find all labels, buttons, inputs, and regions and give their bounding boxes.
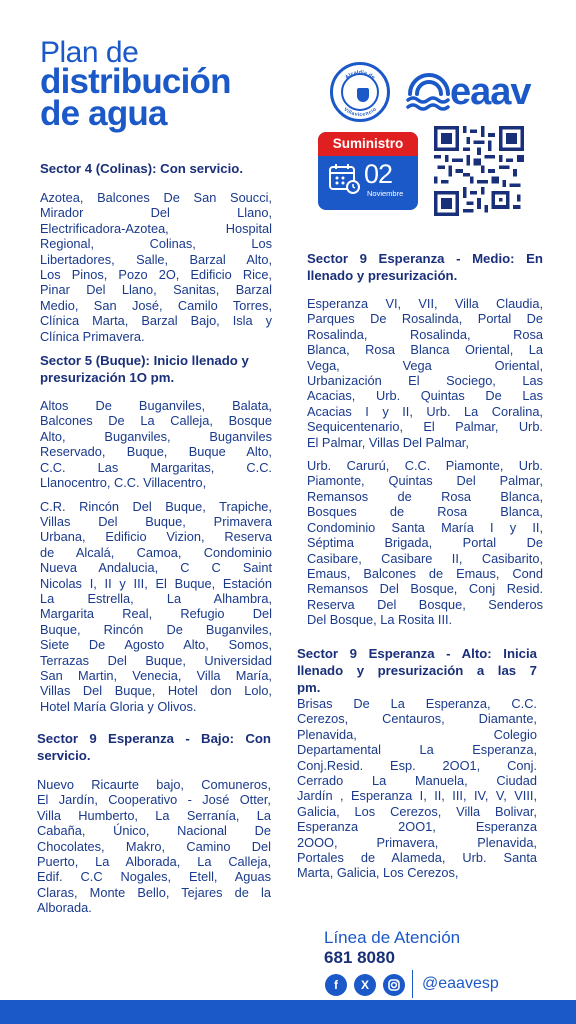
seal-inner-ring [341, 73, 379, 111]
sector-4-line: Los Pinos, Pozo 2O, Edificio Rice, [40, 267, 272, 283]
attention-line-label: Línea de Atención [324, 928, 461, 947]
sector-9-bajo-line: Villa Humberto, La Serranía, La [37, 807, 271, 823]
sector-4-line: Clínica Marta, Barzal Bajo, Isla y [40, 313, 272, 329]
sector-9-alto-line: Conj.Resid. Esp. 2OO1, Conj. [297, 757, 537, 773]
sector-5-line: Alto, Buganviles, Buganviles [40, 428, 272, 444]
sector-9-medio-line: Acacias, Urb. Quintas De Las [307, 388, 543, 404]
sector-9-medio-line: Sequicentenario, El Palmar, Urb. [307, 419, 543, 435]
left-column [40, 160, 272, 714]
footer-bar [0, 1000, 576, 1024]
eaav-wave-icon [406, 72, 452, 112]
sector-9-bajo-line: Alborada. [37, 900, 92, 916]
sector-9-alto-line: 2OOO, Primavera, Plenavida, [297, 834, 537, 850]
sector-9-bajo-line: Claras, Monte Bello, Tejares de la [37, 884, 271, 900]
sector-5-body [40, 398, 272, 490]
sector-5-line: Margarita Real, Refugio Del [40, 606, 272, 622]
sector-9-medio-line: Casibare, Casibare II, Casibarito, [307, 550, 543, 566]
sector-9-medio-line: Vega, Vega Oriental, [307, 357, 543, 373]
sector-5-line: C.R. Rincón Del Buque, Trapiche, [40, 498, 272, 514]
footer-divider [412, 970, 413, 998]
sector-4-heading-line: Sector 4 (Colinas): Con servicio. [40, 161, 243, 176]
sector-9-medio-line: Remansos de Rosa Blanca, [307, 488, 543, 504]
sector-9-alto-line: Brisas De La Esperanza, C.C. [297, 696, 537, 711]
sector-9-bajo-body [37, 777, 271, 916]
sector-9-medio-line: Acacias I y II, Urb. La Coralina, [307, 403, 543, 419]
sector-5-line: Hotel María Gloria y Olivos. [40, 698, 197, 714]
sector-9-alto-body [297, 696, 537, 881]
sector-9-bajo-heading [37, 730, 271, 764]
sector-9-bajo-line: Cabaña, Único, Nacional De [37, 823, 271, 839]
sector-9-medio-body [307, 296, 543, 450]
sector-5-line: Buque, Rincón De Buganviles, [40, 621, 272, 637]
sector-9-medio-line: Emaus, Balcones de Emaus, Cond [307, 565, 543, 581]
sector-9-bajo-line: Edif. C.C Nogales, Etell, Aguas [37, 869, 271, 885]
sector-4-line: Azotea, Balcones De San Soucci, [40, 190, 272, 205]
sector-5-line: Villas Del Buque, Primavera [40, 513, 272, 529]
sector-9-alto-line: Departamental La Esperanza, [297, 742, 537, 758]
sector-9-alto-line: Portales de Alameda, Urb. Santa [297, 850, 537, 866]
sector-9-medio-body-continued [307, 458, 543, 627]
sector-9-medio-line: Séptima Brigada, Portal De [307, 535, 543, 551]
sector-9-alto-heading [297, 645, 537, 696]
sector-4-line: Libertadores, Salle, Barzal Alto, [40, 251, 272, 267]
sector-9-medio-line: Piamonte, Quintas Del Palmar, [307, 473, 543, 489]
sector-9-bajo-line: El Jardín, Cooperativo - José Otter, [37, 792, 271, 808]
alcaldia-seal-logo [330, 62, 390, 122]
sector-9-alto-heading-line: Sector 9 Esperanza - Alto: Inicia [297, 646, 537, 661]
sector-9-bajo-line: Puerto, La Alborada, La Calleja, [37, 854, 271, 870]
sector-9-bajo-line: Chocolates, Makro, Camino Del [37, 838, 271, 854]
sector-9-alto-line: Marta, Galicia, Los Cerezos, [297, 865, 459, 881]
sector-5-heading-line: presurización 1O pm. [40, 370, 175, 386]
eaav-logo-text: eaav [450, 71, 531, 113]
sector-9-bajo-line: Nuevo Ricaurte bajo, Comuneros, [37, 777, 271, 792]
sector-9-medio-line: Rosalinda, Rosalinda, Rosa [307, 326, 543, 342]
sector-9-alto-line: Cerezos, Centauros, Diamante, [297, 711, 537, 727]
sector-9-alto [297, 645, 537, 881]
qr-code[interactable] [434, 126, 524, 216]
sector-4-line: Regional, Colinas, Los [40, 236, 272, 252]
sector-9-alto-line: Esperanza 2OO1, Esperanza [297, 819, 537, 835]
sector-4-line: Mirador Del Llano, [40, 205, 272, 221]
sector-5-line: Nicolas I, II y III, El Buque, Estación [40, 575, 272, 591]
sector-5-line: Llanocentro, C.C. Villacentro, [40, 475, 207, 491]
sector-9-medio-line: Del Bosque, La Rosita III. [307, 612, 453, 628]
sector-9-medio-line: Urb. Carurú, C.C. Piamonte, Urb. [307, 458, 543, 474]
sector-5-line: Reservado, Buque, Buque Alto, [40, 444, 272, 460]
calendar-label: Suministro [318, 132, 418, 156]
sector-9-medio-heading [307, 250, 543, 284]
sector-5-line: Nueva Andalucia, C C Saint [40, 560, 272, 576]
sector-9-medio-line: El Palmar, Villas Del Palmar, [307, 434, 469, 450]
shield-icon [357, 88, 369, 102]
sector-9-alto-line: Galicia, Los Cerezos, Villa Bolivar, [297, 803, 537, 819]
sector-4-line: Clínica Primavera. [40, 328, 145, 344]
social-handle[interactable]: @eaavesp [422, 975, 499, 992]
sector-4-line: Medio, San José, Camilo Torres, [40, 297, 272, 313]
sector-5-line: Urbana, Edificio Vizion, Reserva [40, 529, 272, 545]
sector-4-heading [40, 160, 272, 177]
sector-5-line: Altos De Buganviles, Balata, [40, 398, 272, 414]
sector-9-bajo-heading-line: servicio. [37, 748, 91, 763]
sector-5-line: La Estrella, La Alhambra, [40, 590, 272, 606]
attention-phone[interactable]: 681 8080 [324, 948, 395, 967]
title-line1: Plan de [40, 36, 139, 69]
facebook-icon[interactable]: f [325, 974, 347, 996]
sector-5-line: Terrazas Del Buque, Universidad [40, 652, 272, 668]
sector-9-alto-heading-line: llenado y presurización a las 7 [297, 663, 537, 678]
sector-9-alto-line: Jardín , Esperanza I, II, III, IV, V, VIII, [297, 788, 537, 804]
sector-5-line: Siete De Agosto Alto, Somos, [40, 637, 272, 653]
calendar-icon [328, 162, 360, 199]
sector-9-medio-line: Urbanización El Sociego, Las [307, 373, 543, 389]
sector-9-medio-line: Reserva Del Bosque, Senderos [307, 596, 543, 612]
sector-5-heading [40, 352, 272, 386]
sector-9-medio-line: Condominio Santa María I y II, [307, 519, 543, 535]
sector-5-line: San Martin, Venecia, Villa María, [40, 667, 272, 683]
calendar-month: Noviembre [367, 189, 404, 198]
seal-top-text: Alcaldía de [344, 69, 376, 82]
sector-9-medio-heading-line: llenado y presurización. [307, 268, 458, 283]
sector-5-heading-line: Sector 5 (Buque): Inicio llenado y [40, 353, 249, 369]
calendar-day: 02 [364, 159, 393, 189]
sector-9-bajo [37, 730, 271, 916]
x-icon[interactable]: X [354, 974, 376, 996]
sector-5-body-continued [40, 499, 272, 715]
sector-9-medio-line: Parques De Rosalinda, Portal De [307, 311, 543, 327]
instagram-icon[interactable] [383, 974, 405, 996]
supply-calendar [318, 132, 418, 210]
sector-5-line: Villas Del Buque, Hotel don Lolo, [40, 683, 272, 699]
title-line3: de agua [40, 94, 167, 133]
sector-9-medio-line: Blanca, Rosa Blanca Oriental, La [307, 342, 543, 358]
seal-bottom-text: Villavicencio [342, 106, 378, 119]
sector-9-medio-heading-line: Sector 9 Esperanza - Medio: En [307, 251, 543, 266]
sector-4-line: Pinar Del Llano, Sanitas, Barzal [40, 282, 272, 298]
title-line2: distribución [40, 62, 231, 101]
sector-5-line: de Alcalá, Camoa, Condominio [40, 544, 272, 560]
sector-9-medio-line: Bosques de Rosa Blanca, [307, 504, 543, 520]
sector-9-alto-line: Plenavida, Colegio [297, 726, 537, 742]
sector-9-alto-line: Cerrado La Manuela, Ciudad [297, 773, 537, 789]
sector-9-alto-heading-line: pm. [297, 680, 321, 695]
sector-4-line: Electrificadora-Azotea, Hospital [40, 220, 272, 236]
sector-9-bajo-heading-line: Sector 9 Esperanza - Bajo: Con [37, 731, 271, 746]
sector-9-medio-line: Remansos Del Bosque, Conj Resid. [307, 581, 543, 597]
sector-5-line: C.C. Las Margaritas, C.C. [40, 459, 272, 475]
sector-4-body [40, 190, 272, 344]
sector-9-medio [307, 250, 543, 628]
sector-9-medio-line: Esperanza VI, VII, Villa Claudia, [307, 296, 543, 311]
sector-5-line: Balcones De La Calleja, Bosque [40, 413, 272, 429]
